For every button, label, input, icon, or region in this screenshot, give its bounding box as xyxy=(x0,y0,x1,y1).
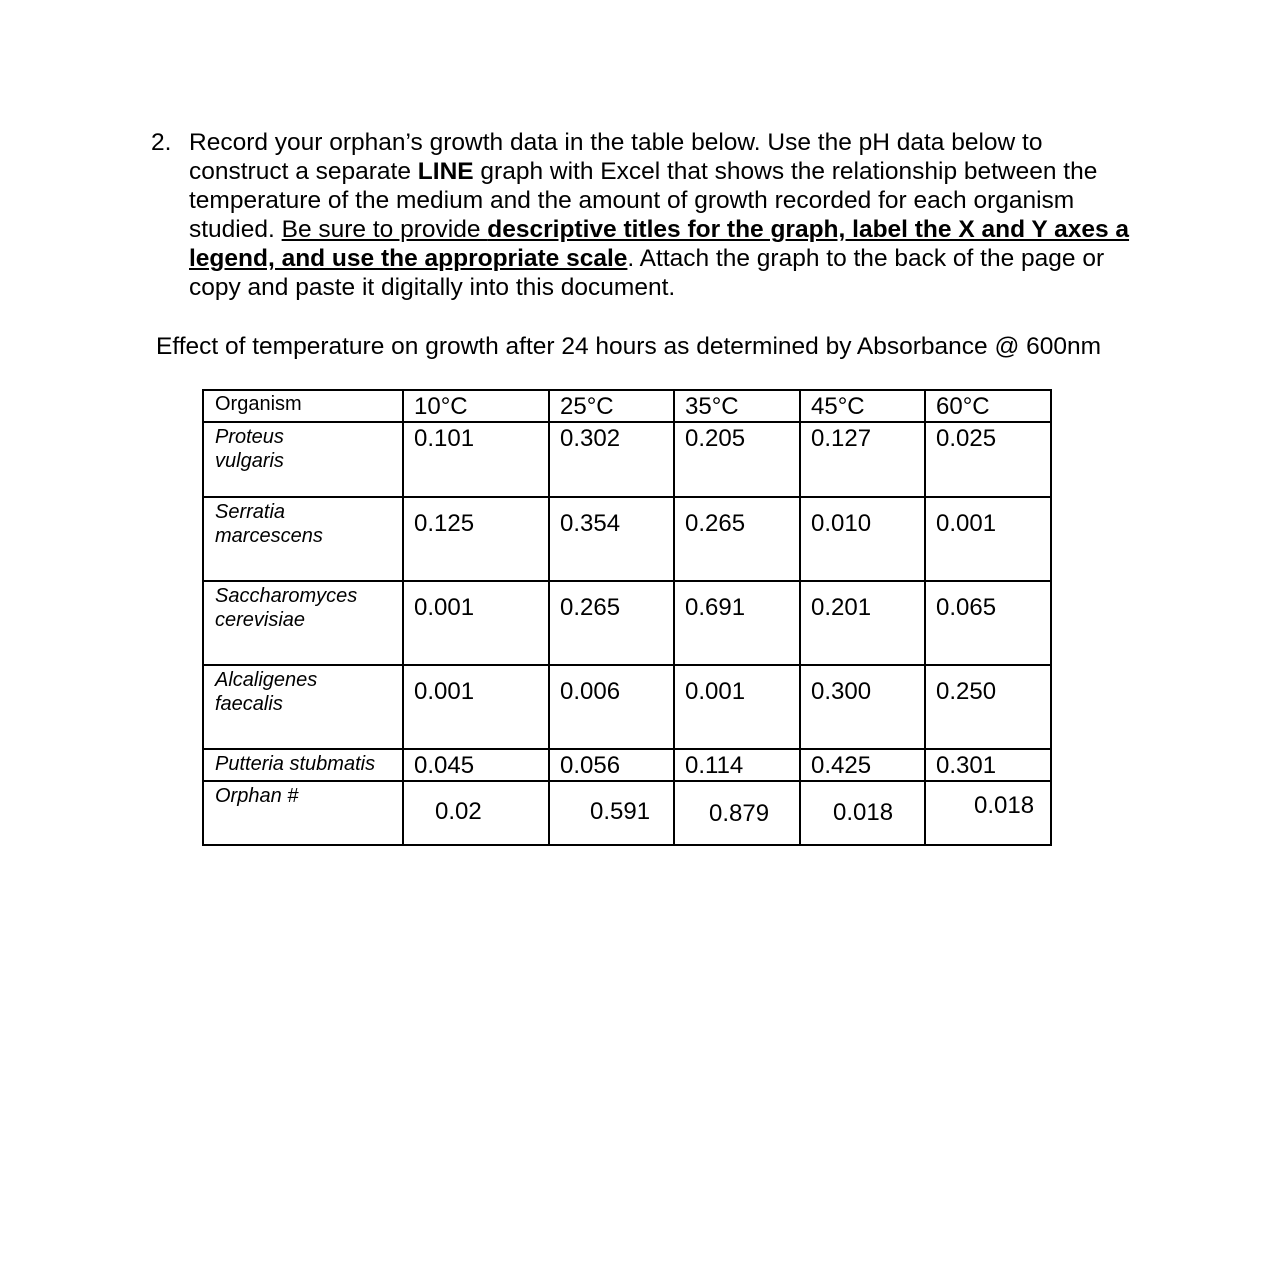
organism-cell xyxy=(203,581,403,665)
value-cell xyxy=(925,781,1051,845)
organism-cell xyxy=(203,749,403,781)
organism-species: cerevisiae xyxy=(215,609,306,631)
instruction-text-end: . Attach the graph to the back of the page or copy and paste it digitally into this document. xyxy=(189,245,1105,301)
table-row xyxy=(203,422,1051,497)
underlined-requirement: Be sure to provide xyxy=(281,216,488,243)
table-row xyxy=(203,665,1051,749)
value-cell: 0.205 xyxy=(674,422,800,497)
instruction-text-cont: graph with Excel that shows the relationship between the temperature of the medium and the amount of growth recorded for each organism studied. xyxy=(189,158,1098,243)
orphan-row xyxy=(203,781,1051,845)
orphan-label: Orphan # xyxy=(215,785,299,807)
value-cell: 0.265 xyxy=(674,497,800,581)
value-cell: 0.425 xyxy=(800,749,925,781)
organism-name: Putteria stubmatis xyxy=(215,753,376,775)
orphan-value: 0.591 xyxy=(590,798,651,825)
header-10c: 10°C xyxy=(403,390,549,422)
value-cell: 0.201 xyxy=(800,581,925,665)
value-cell: 0.354 xyxy=(549,497,674,581)
value-cell: 0.265 xyxy=(549,581,674,665)
value-cell: 0.065 xyxy=(925,581,1051,665)
organism-species: vulgaris xyxy=(215,450,284,472)
instruction-text: Record your orphan’s growth data in the table below. Use the pH data below to construct a separate xyxy=(189,129,1043,185)
growth-data-table xyxy=(202,389,1052,846)
value-cell: 0.302 xyxy=(549,422,674,497)
value-cell: 0.001 xyxy=(925,497,1051,581)
organism-genus: Alcaligenes xyxy=(215,669,318,691)
value-cell: 0.125 xyxy=(403,497,549,581)
line-emphasis: LINE xyxy=(417,158,474,185)
header-60c: 60°C xyxy=(925,390,1051,422)
value-cell xyxy=(549,781,674,845)
value-cell: 0.101 xyxy=(403,422,549,497)
organism-cell xyxy=(203,422,403,497)
orphan-value: 0.02 xyxy=(435,798,482,825)
value-cell: 0.001 xyxy=(403,581,549,665)
value-cell: 0.301 xyxy=(925,749,1051,781)
value-cell: 0.300 xyxy=(800,665,925,749)
header-45c: 45°C xyxy=(800,390,925,422)
organism-genus: Saccharomyces xyxy=(215,585,358,607)
value-cell: 0.045 xyxy=(403,749,549,781)
value-cell: 0.025 xyxy=(925,422,1051,497)
value-cell: 0.114 xyxy=(674,749,800,781)
value-cell xyxy=(403,781,549,845)
value-cell xyxy=(800,781,925,845)
organism-species: marcescens xyxy=(215,525,323,547)
orphan-value: 0.879 xyxy=(709,800,770,827)
header-organism: Organism xyxy=(203,390,403,422)
table-header-row xyxy=(203,390,1051,422)
orphan-value: 0.018 xyxy=(833,799,894,826)
value-cell: 0.001 xyxy=(674,665,800,749)
organism-genus: Proteus xyxy=(215,426,284,448)
value-cell: 0.056 xyxy=(549,749,674,781)
value-cell: 0.691 xyxy=(674,581,800,665)
value-cell: 0.001 xyxy=(403,665,549,749)
value-cell: 0.127 xyxy=(800,422,925,497)
question-2 xyxy=(151,128,1141,302)
organism-cell xyxy=(203,497,403,581)
header-35c: 35°C xyxy=(674,390,800,422)
orphan-value: 0.018 xyxy=(974,792,1035,819)
value-cell: 0.010 xyxy=(800,497,925,581)
value-cell xyxy=(674,781,800,845)
question-number: 2. xyxy=(151,129,172,156)
table-row xyxy=(203,497,1051,581)
organism-cell xyxy=(203,781,403,845)
organism-genus: Serratia xyxy=(215,501,286,523)
underlined-bold-requirement: descriptive titles for the graph, label the X and Y axes a legend, and use the appropriate scale xyxy=(189,216,1130,272)
organism-cell xyxy=(203,665,403,749)
table-caption: Effect of temperature on growth after 24 hours as determined by Absorbance @ 600nm xyxy=(156,333,1102,360)
table-row xyxy=(203,581,1051,665)
table-row xyxy=(203,749,1051,781)
value-cell: 0.250 xyxy=(925,665,1051,749)
header-25c: 25°C xyxy=(549,390,674,422)
question-text xyxy=(189,128,1141,302)
value-cell: 0.006 xyxy=(549,665,674,749)
organism-species: faecalis xyxy=(215,693,283,715)
